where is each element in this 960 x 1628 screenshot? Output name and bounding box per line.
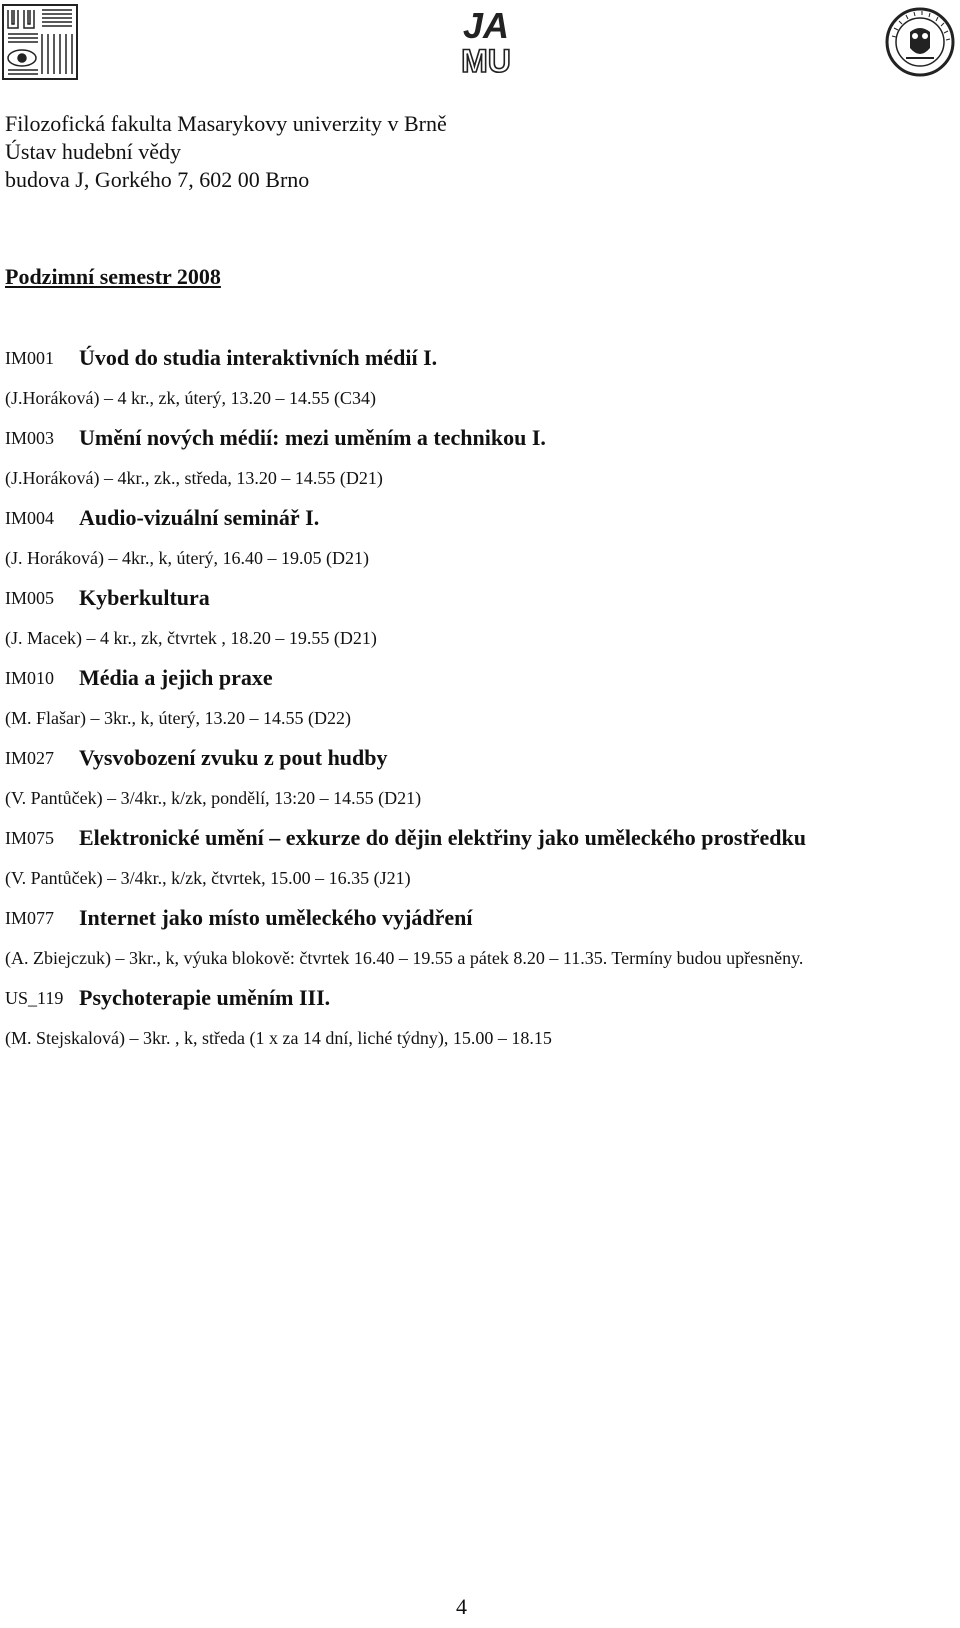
- svg-text:MU: MU: [461, 43, 511, 76]
- jamu-logo: [444, 4, 528, 76]
- course-list: [5, 338, 955, 1058]
- course-code: IM010: [5, 667, 54, 688]
- course-item: [5, 498, 955, 578]
- course-info: (J. Horáková) – 4kr., k, úterý, 16.40 – 19.05 (D21): [5, 547, 369, 568]
- seal-logo: [884, 6, 956, 78]
- course-item: [5, 738, 955, 818]
- course-info: (V. Pantůček) – 3/4kr., k/zk, čtvrtek, 15.00 – 16.35 (J21): [5, 867, 411, 888]
- course-info: (A. Zbiejczuk) – 3kr., k, výuka blokově: čtvrtek 16.40 – 19.55 a pátek 8.20 – 11.35. Termíny budou upřesněny.: [5, 947, 804, 968]
- course-info: (M. Stejskalová) – 3kr. , k, středa (1 x za 14 dní, liché týdny), 15.00 – 18.15: [5, 1027, 552, 1048]
- course-item: [5, 898, 955, 978]
- course-code: IM077: [5, 907, 54, 928]
- course-item: [5, 338, 955, 418]
- course-title: Audio-vizuální seminář I.: [79, 505, 320, 530]
- course-item: [5, 418, 955, 498]
- svg-text:JA: JA: [462, 5, 510, 46]
- department-name: Ústav hudební vědy: [5, 139, 181, 164]
- course-title: Úvod do studia interaktivních médií I.: [79, 345, 438, 370]
- course-title: Umění nových médií: mezi uměním a technikou I.: [79, 425, 546, 450]
- course-info: (J. Macek) – 4 kr., zk, čtvrtek , 18.20 – 19.55 (D21): [5, 627, 377, 648]
- course-info: (V. Pantůček) – 3/4kr., k/zk, pondělí, 13:20 – 14.55 (D21): [5, 787, 422, 808]
- institution-header: [5, 110, 447, 194]
- course-info: (M. Flašar) – 3kr., k, úterý, 13.20 – 14.55 (D22): [5, 707, 351, 728]
- course-title: Kyberkultura: [79, 585, 210, 610]
- course-code: IM003: [5, 427, 54, 448]
- faculty-name: Filozofická fakulta Masarykovy univerzity v Brně: [5, 111, 447, 136]
- course-code: IM005: [5, 587, 54, 608]
- course-code: US_119: [5, 987, 64, 1008]
- course-title: Elektronické umění – exkurze do dějin elektřiny jako uměleckého prostředku: [79, 825, 807, 850]
- course-item: [5, 658, 955, 738]
- course-item: [5, 978, 955, 1058]
- course-info: (J.Horáková) – 4 kr., zk, úterý, 13.20 – 14.55 (C34): [5, 387, 376, 408]
- semester-heading: Podzimní semestr 2008: [5, 264, 221, 289]
- course-title: Vysvobození zvuku z pout hudby: [79, 745, 388, 770]
- address: budova J, Gorkého 7, 602 00 Brno: [5, 167, 310, 192]
- course-title: Média a jejich praxe: [79, 665, 273, 690]
- course-code: IM001: [5, 347, 54, 368]
- page-number: 4: [456, 1594, 467, 1619]
- course-item: [5, 578, 955, 658]
- course-title: Internet jako místo uměleckého vyjádření: [79, 905, 473, 930]
- university-logo: [2, 4, 78, 80]
- course-code: IM027: [5, 747, 54, 768]
- course-item: [5, 818, 955, 898]
- course-title: Psychoterapie uměním III.: [79, 985, 331, 1010]
- course-code: IM075: [5, 827, 54, 848]
- course-code: IM004: [5, 507, 54, 528]
- course-info: (J.Horáková) – 4kr., zk., středa, 13.20 – 14.55 (D21): [5, 467, 383, 488]
